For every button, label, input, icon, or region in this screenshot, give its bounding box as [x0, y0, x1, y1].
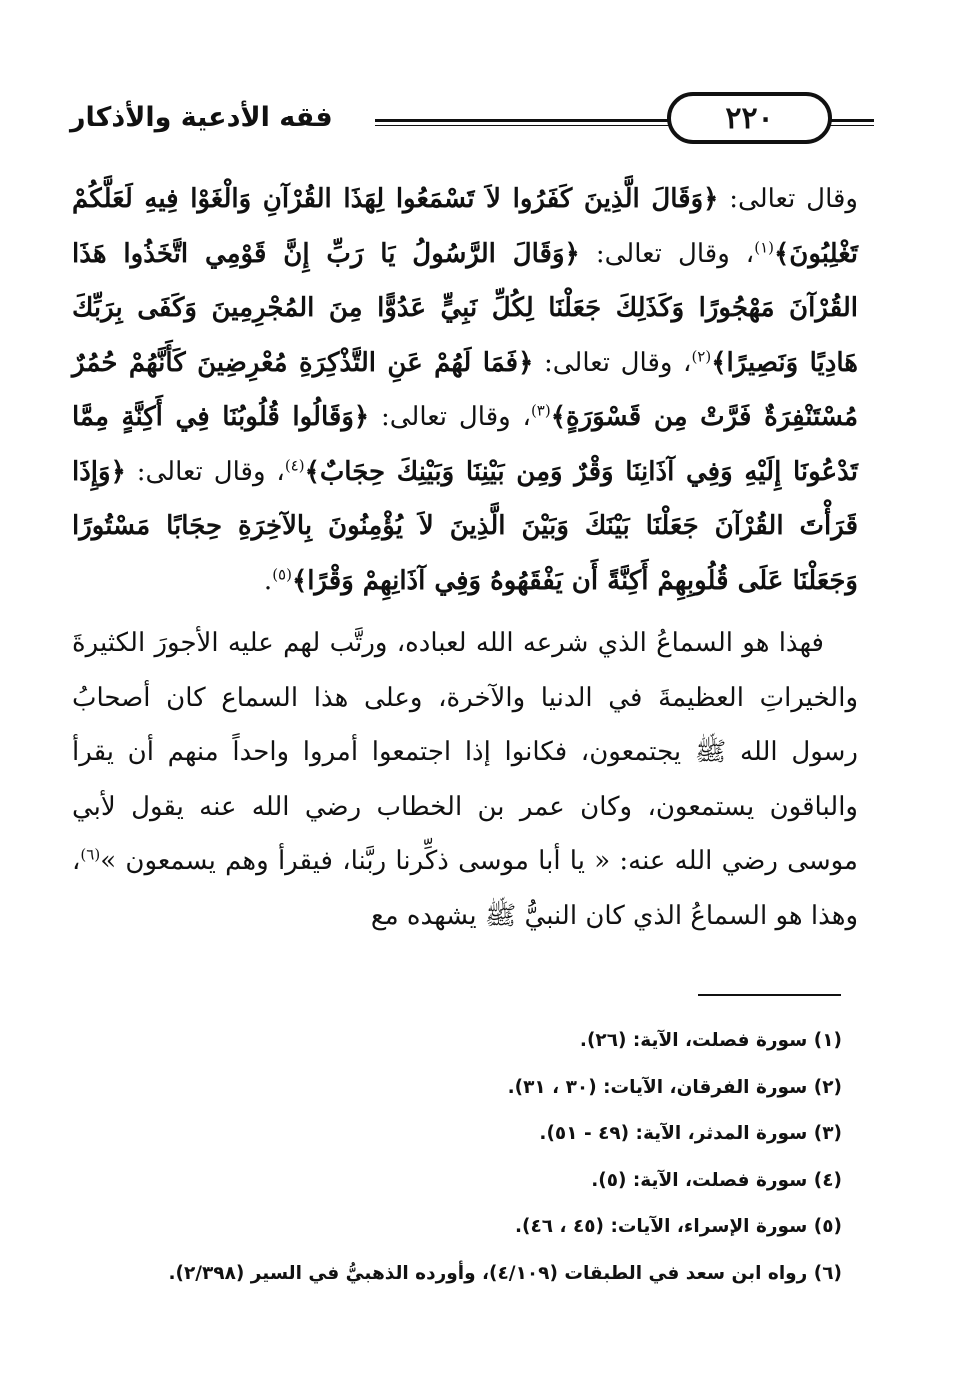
footnote-4: (٤) سورة فصلت، الآية: (٥). [591, 1169, 842, 1191]
footnote-ref-6: (٦) [80, 845, 101, 864]
footnote-ref-4: (٤) [284, 455, 305, 474]
running-title: فقه الأدعية والأذكار [70, 102, 333, 133]
page-number-frame [667, 92, 832, 144]
footnote-1: (١) سورة فصلت، الآية: (٢٦). [579, 1030, 842, 1051]
separator-text-4: ، وقال تعالى: [125, 456, 285, 487]
intro-text: وقال تعالى: [718, 184, 858, 214]
end-punct: . [263, 565, 273, 596]
footnote-3: (٣) سورة المدثر، الآية: (٤٩ - ٥١). [539, 1123, 842, 1144]
quran-verse-4: ﴿وَقَالُوا قُلُوبُنَا فِي أَكِنَّةٍ مِمَّا تَدْعُونَا إِلَيْهِ وَفِي آذَانِنَا وَقْرٌ وَمِن بَيْنِنَا وَبَيْنِكَ حِجَابٌ﴾ [72, 402, 858, 487]
footnote-ref-2: (٢) [691, 346, 712, 365]
separator-text-3: ، وقال تعالى: [369, 402, 531, 432]
paragraph-2-continuation: ، وهذا هو السماعُ الذي كان النبيُّ ﷺ يشهده مع [72, 846, 858, 931]
quran-verse-2: ﴿وَقَالَ الرَّسُولُ يَا رَبِّ إِنَّ قَوْمِي اتَّخَذُوا هَذَا القُرْآنَ مَهْجُورًا وَكَذَلِكَ جَعَلْنَا لِكُلِّ نَبِيٍّ عَدُوًّا مِنَ المُجْرِمِينَ وَكَفَى بِرَبِّكَ هَادِيًا وَنَصِيرًا﴾ [72, 238, 858, 378]
paragraph-verses [72, 172, 858, 608]
main-text [72, 172, 858, 943]
footnote-ref-5: (٥) [272, 564, 292, 583]
footnotes [72, 1018, 842, 1297]
footnote-ref-1: (١) [754, 237, 774, 256]
footnote-2: (٢) سورة الفرقان، الآيات: (٣٠ ، ٣١). [507, 1076, 842, 1098]
quran-verse-1: ﴿وَقَالَ الَّذِينَ كَفَرُوا لاَ تَسْمَعُوا لِهَذَا القُرْآنِ وَالْغَوْا فِيهِ لَعَلَّكُمْ تَغْلِبُونَ﴾ [72, 184, 858, 269]
separator-text-2: ، وقال تعالى: [533, 347, 692, 378]
quran-verse-5: ﴿وَإِذَا قَرَأْتَ القُرْآنَ جَعَلْنَا بَيْنَكَ وَبَيْنَ الَّذِينَ لاَ يُؤْمِنُونَ بِالآخِرَةِ حِجَابًا مَسْتُورًا وَجَعَلْنَا عَلَى قُلُوبِهِمْ أَكِنَّةً أَن يَفْقَهُوهُ وَفِي آذَانِهِمْ وَقْرًا﴾ [72, 456, 858, 596]
quran-verse-3: ﴿فَمَا لَهُمْ عَنِ التَّذْكِرَةِ مُعْرِضِينَ كَأَنَّهُمْ حُمُرٌ مُسْتَنْفِرَةٌ فَرَّتْ مِن قَسْوَرَةٍ﴾ [72, 347, 859, 432]
paragraph-2-text: فهذا هو السماعُ الذي شرعه الله لعباده، ورتَّب لهم عليه الأجورَ الكثيرةَ والخيراتِ العظيمةَ في الدنيا والآخرة، وعلى هذا السماع كان أصحابُ رسول الله ﷺ يجتمعون، فكانوا إذا اجتمعوا أمروا واحداً منهم أن يقرأ والباقون يستمعون، وكان عمر بن الخطاب رضي الله عنه يقول لأبي موسى رضي الله عنه: « يا أبا موسى ذكِّرنا ربَّنا، فيقرأ وهم يسمعون » [72, 628, 858, 876]
footnote-5: (٥) سورة الإسراء، الآيات: (٤٥ ، ٤٦). [514, 1216, 842, 1237]
page-number: ٢٢٠ [725, 100, 774, 136]
separator-text-1: ، وقال تعالى: [579, 238, 755, 269]
paragraph-samaa [72, 616, 858, 943]
footnote-6: (٦) رواه ابن سعد في الطبقات (٤/١٠٩)، وأورده الذهبيُّ في السير (٢/٣٩٨). [168, 1262, 842, 1284]
footnote-separator [698, 994, 841, 996]
page-header [70, 88, 860, 158]
footnote-ref-3: (٣) [530, 401, 551, 420]
